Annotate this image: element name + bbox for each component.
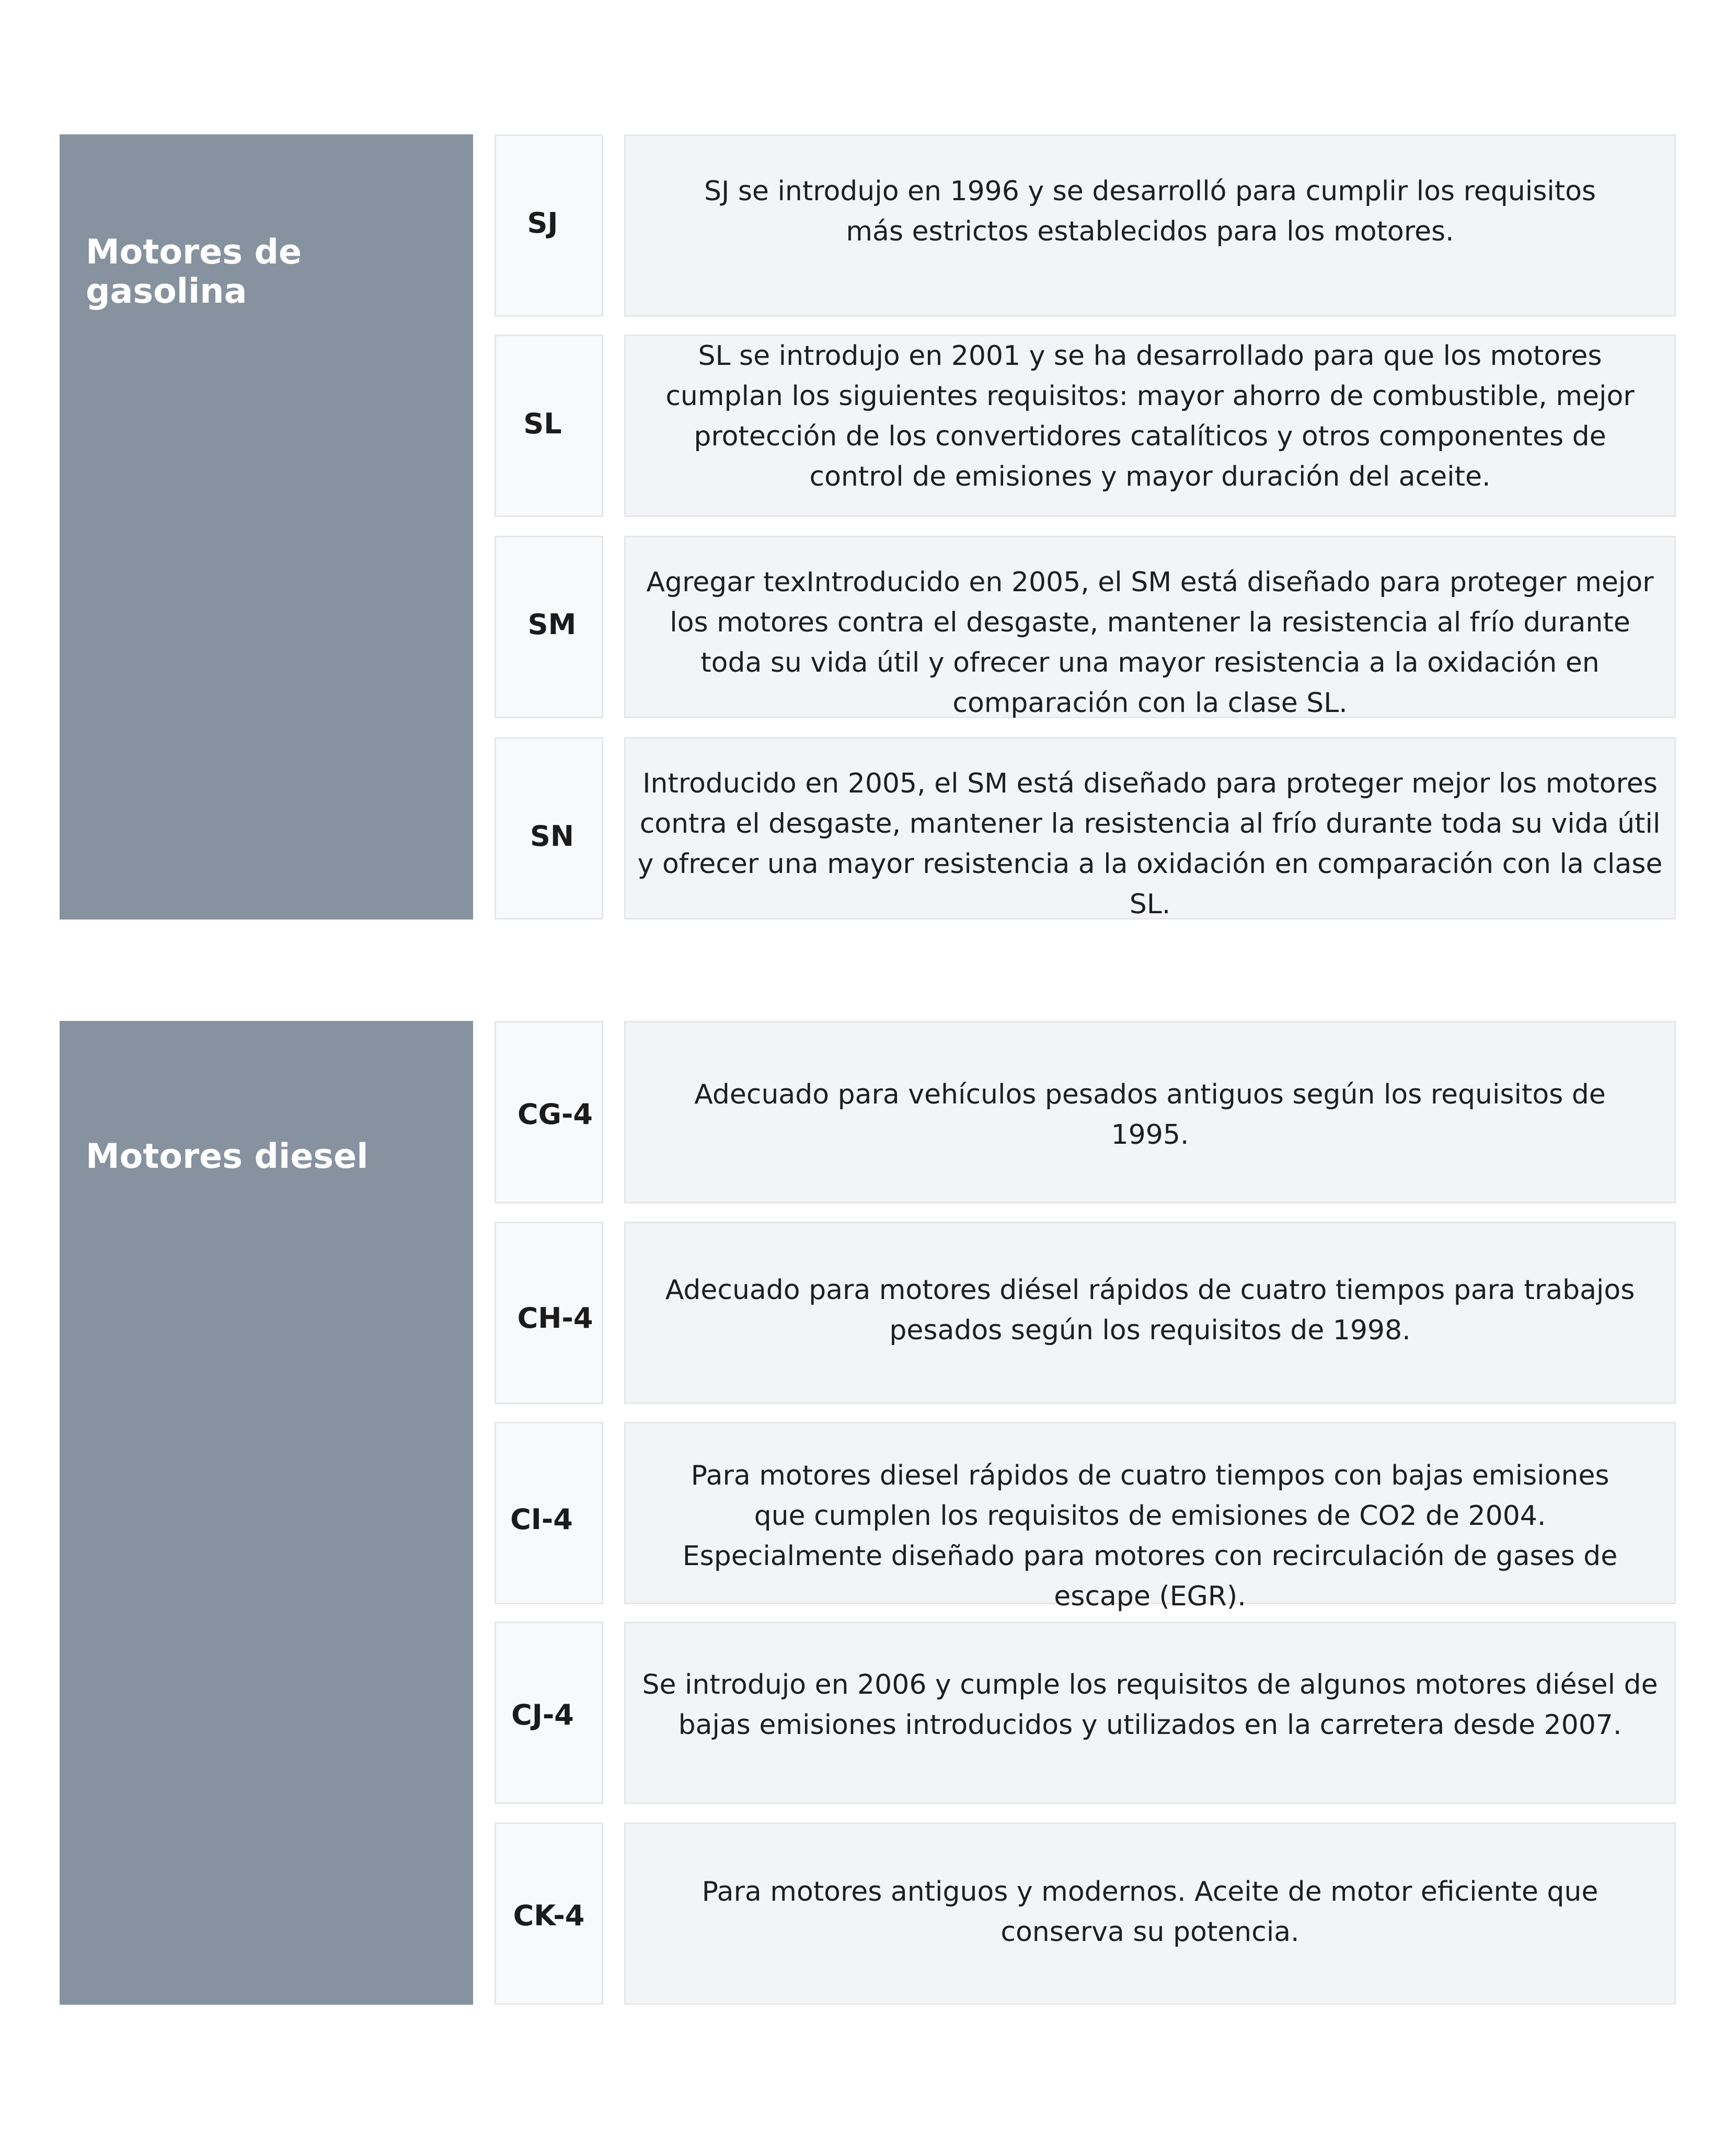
description-text: SJ se introdujo en 1996 y se desarrolló para cumplir los requisitos más estrictos establecidos para los motores.	[704, 176, 1596, 247]
oil-class-description	[624, 1021, 1676, 1203]
code-text: SL	[523, 407, 562, 440]
oil-class-description	[624, 1622, 1676, 1804]
description-text: SL se introdujo en 2001 y se ha desarrollado para que los motores cumplan los siguientes requisitos: mayor ahorro de combustible, mejor protección de los convertidores catalíticos y otros componentes de control de emisiones y mayor duración del aceite.	[665, 340, 1635, 492]
code-text: SN	[530, 820, 574, 853]
description-text: Se introdujo en 2006 y cumple los requisitos de algunos motores diésel de bajas emisiones introducidos y utilizados en la carretera desde 2007.	[642, 1669, 1658, 1741]
oil-class-code	[495, 134, 603, 317]
code-text: CG-4	[518, 1098, 593, 1131]
description-text: Adecuado para vehículos pesados antiguos según los requisitos de 1995.	[694, 1079, 1606, 1151]
section-diesel-label	[60, 1021, 473, 2005]
section-title: Motores diesel	[86, 1137, 369, 1176]
code-text: SJ	[527, 206, 558, 239]
oil-class-code	[495, 536, 603, 718]
oil-class-description	[624, 737, 1676, 920]
oil-class-code	[495, 1622, 603, 1804]
oil-class-code	[495, 335, 603, 517]
oil-class-description	[624, 134, 1676, 317]
oil-class-code	[495, 1021, 603, 1203]
oil-class-code	[495, 1222, 603, 1404]
section-title: Motores de gasolina	[86, 233, 302, 311]
oil-class-description	[624, 1222, 1676, 1404]
code-text: SM	[527, 608, 577, 641]
oil-class-description	[624, 1822, 1676, 2005]
description-text: Para motores antiguos y modernos. Aceite de motor eficiente que conserva su potencia.	[702, 1876, 1599, 1948]
section-gasolina-label	[60, 134, 473, 920]
code-text: CI-4	[510, 1503, 573, 1536]
oil-class-description	[624, 335, 1676, 517]
code-text: CK-4	[513, 1899, 585, 1932]
oil-class-description	[624, 536, 1676, 718]
oil-class-code	[495, 1822, 603, 2005]
oil-class-description	[624, 1422, 1676, 1612]
description-text: Adecuado para motores diésel rápidos de cuatro tiempos para trabajos pesados según los requisitos de 1998.	[665, 1274, 1635, 1346]
code-text: CJ-4	[511, 1698, 574, 1731]
description-text: Introducido en 2005, el SM está diseñado para proteger mejor los motores contra el desgaste, mantener la resistencia al frío durante toda su vida útil y ofrecer una mayor resistencia a la oxidación en comparación con la clase SL.	[637, 768, 1663, 920]
description-text: Para motores diesel rápidos de cuatro tiempos con bajas emisiones que cumplen los requisitos de emisiones de CO2 de 2004. Especialmente diseñado para motores con recirculación de gases de escape (EGR).	[682, 1460, 1618, 1612]
oil-class-code	[495, 1422, 603, 1604]
code-text: CH-4	[517, 1302, 593, 1335]
oil-class-code	[495, 737, 603, 920]
description-text: Agregar texIntroducido en 2005, el SM está diseñado para proteger mejor los motores contra el desgaste, mantener la resistencia al frío durante toda su vida útil y ofrecer una mayor resistencia a la oxidación en comparación con la clase SL.	[646, 567, 1654, 719]
